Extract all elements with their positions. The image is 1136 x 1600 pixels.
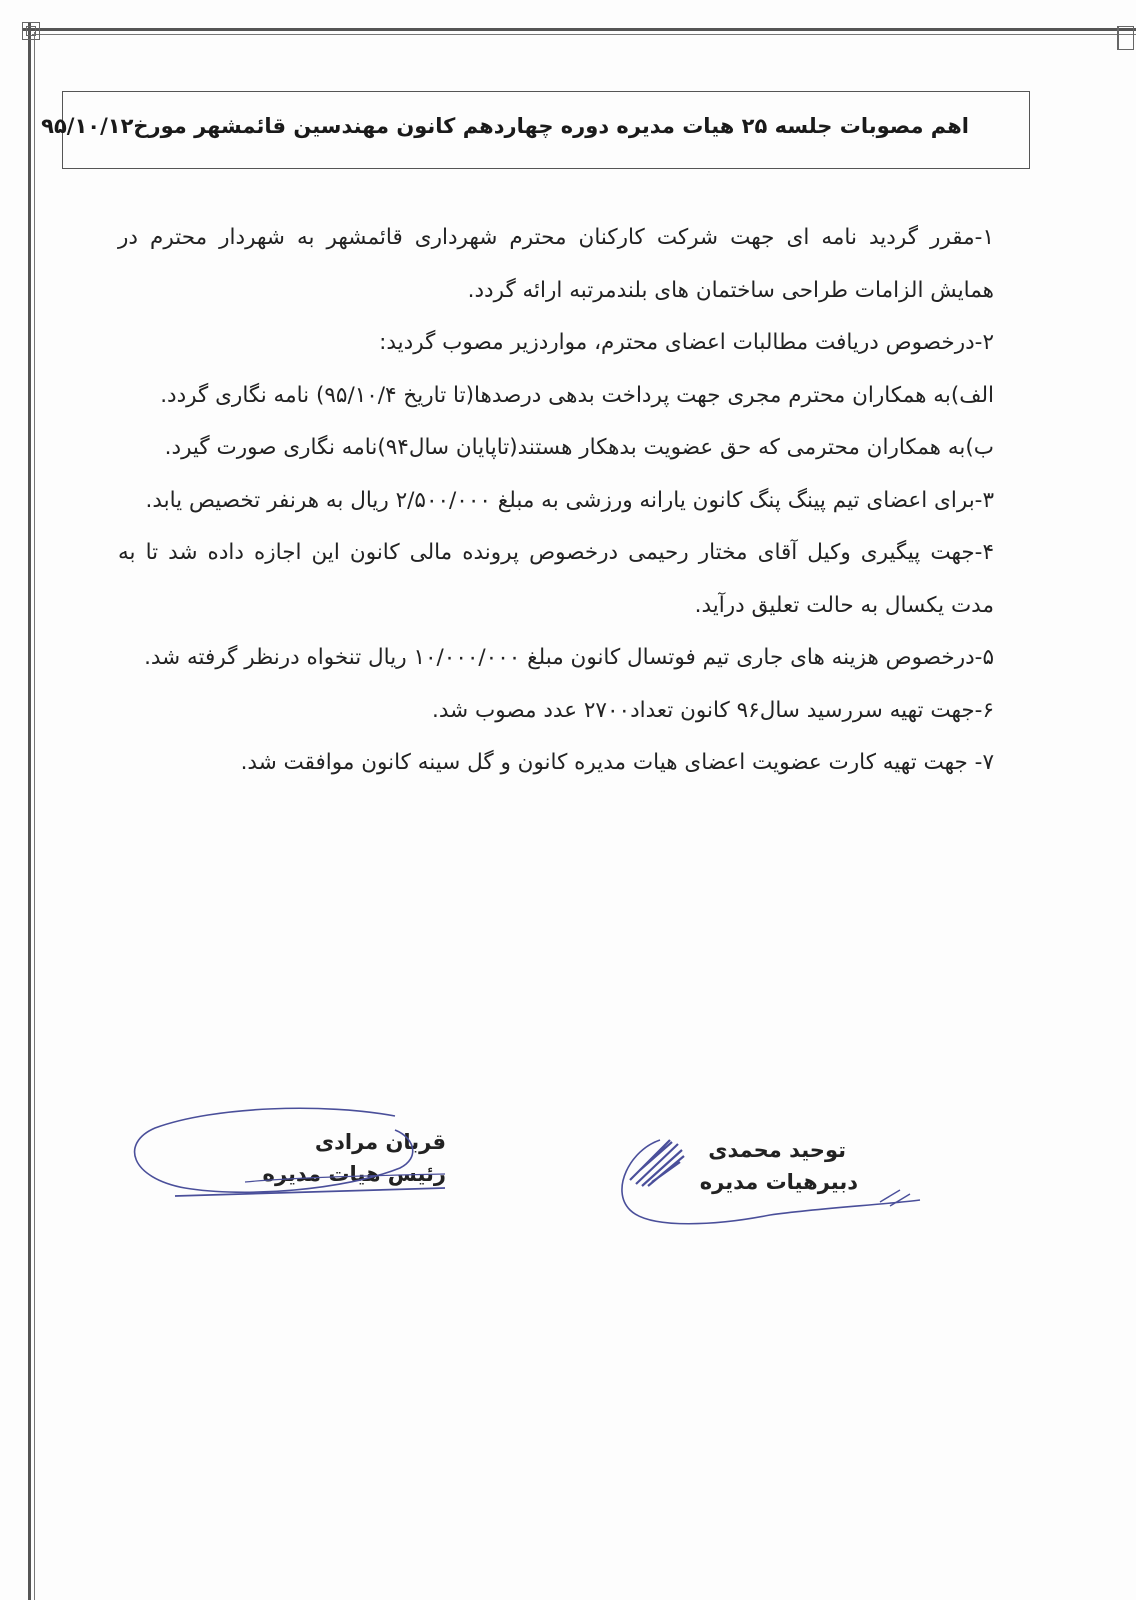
title-box [41, 91, 1030, 169]
chairman-role: رئیس هیات مدیره [262, 1162, 446, 1186]
chairman-name: قربان مرادی [314, 1130, 446, 1154]
frame-corner-ornament-inner [26, 26, 36, 36]
secretary-role: دبیرهیات مدیره [699, 1170, 858, 1194]
chairman-signature-scribble [125, 1098, 465, 1223]
secretary-signature-scribble [600, 1120, 940, 1240]
page-frame-left [22, 22, 40, 1600]
resolution-item-3: ۳-برای اعضای تیم پینگ پنگ کانون یارانه ورزشی به مبلغ ۲/۵۰۰/۰۰۰ ریال به هرنفر تخصیص یابد. [145, 487, 994, 513]
resolution-item-1: ۱-مقرر گردید نامه ای جهت شرکت کارکنان محترم شهرداری قائمشهر به شهردار محترم در همایش الزامات طراحی ساختمان های بلندمرتبه ارائه گردد. [118, 225, 994, 303]
resolution-item-7: ۷- جهت تهیه کارت عضویت اعضای هیات مدیره کانون و گل سینه کانون موافقت شد. [240, 750, 994, 775]
resolution-item-4: ۴-جهت پیگیری وکیل آقای مختار رحیمی درخصوص پرونده مالی کانون این اجازه داده شد تا به مدت یکسال به حالت تعلیق درآید. [118, 540, 994, 618]
secretary-name: توحید محمدی [708, 1138, 846, 1162]
resolution-item-2: ۲-درخصوص دریافت مطالبات اعضای محترم، مواردزیر مصوب گردید: [379, 330, 994, 355]
resolution-item-2a: الف)به همکاران محترم مجری جهت پرداخت بدهی درصدها(تا تاریخ ۹۵/۱۰/۴) نامه نگاری گردد. [160, 382, 994, 408]
resolution-item-5: ۵-درخصوص هزینه های جاری تیم فوتسال کانون مبلغ ۱۰/۰۰۰/۰۰۰ ریال تنخواه درنظر گرفته شد. [144, 645, 994, 670]
page-frame-top [22, 22, 1136, 40]
resolution-item-2b: ب)به همکاران محترمی که حق عضویت بدهکار هستند(تاپایان سال۹۴)نامه نگاری صورت گیرد. [164, 435, 994, 460]
document-title: اهم مصوبات جلسه ۲۵ هیات مدیره دوره چهاردهم کانون مهندسین قائمشهر مورخ۹۵/۱۰/۱۲ [41, 114, 969, 138]
resolution-item-6: ۶-جهت تهیه سررسید سال۹۶ کانون تعداد۲۷۰۰ عدد مصوب شد. [432, 697, 994, 723]
frame-corner-ornament-right [1117, 26, 1134, 50]
resolutions-body [118, 212, 994, 790]
